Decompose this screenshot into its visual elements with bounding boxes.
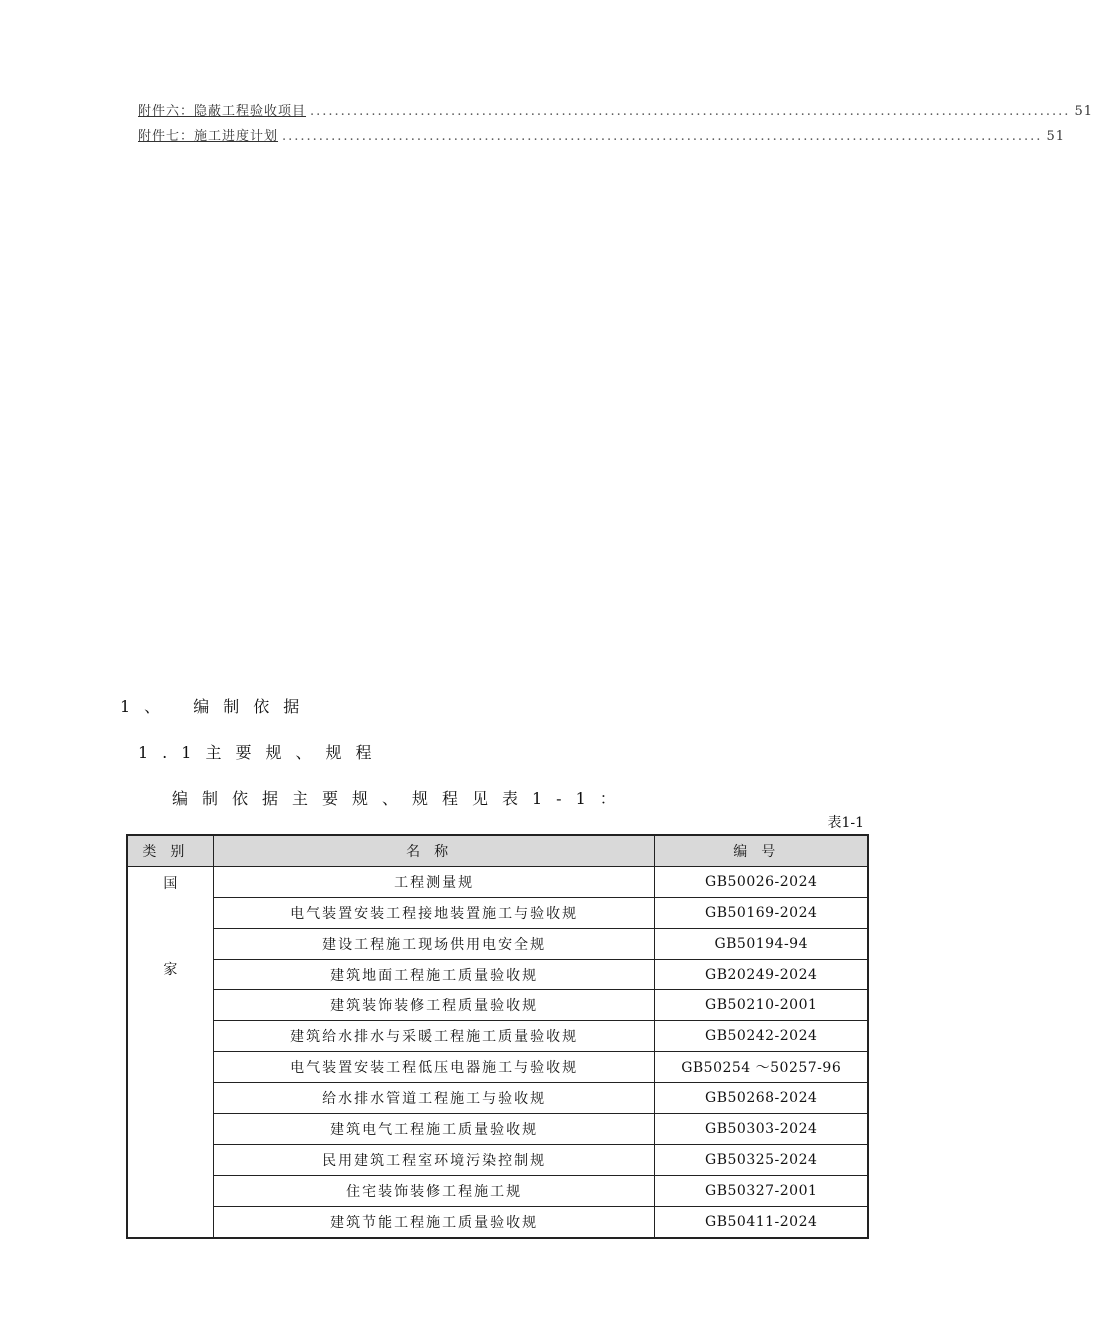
standard-name: 建筑电气工程施工质量验收规 — [213, 1114, 655, 1145]
standard-name: 工程测量规 — [213, 866, 655, 897]
standard-code: GB50327-2001 — [655, 1175, 868, 1206]
standard-name: 民用建筑工程室环境污染控制规 — [213, 1144, 655, 1175]
standard-name: 建筑装饰装修工程质量验收规 — [213, 990, 655, 1021]
table-row — [127, 866, 868, 897]
table-row — [127, 1175, 868, 1206]
toc-entry-page: 51 — [1046, 129, 1065, 144]
standard-code: GB50169-2024 — [655, 897, 868, 928]
table-row — [127, 928, 868, 959]
header-code: 编号 — [655, 835, 868, 866]
toc-entry[interactable] — [138, 102, 1093, 122]
standard-code: GB50303-2024 — [655, 1114, 868, 1145]
category-char: 家 — [163, 961, 178, 978]
table-row — [127, 1144, 868, 1175]
header-category: 类别 — [127, 835, 213, 866]
standard-name: 建筑地面工程施工质量验收规 — [213, 959, 655, 990]
table-row — [127, 1206, 868, 1237]
toc-entry-page: 51 — [1074, 104, 1093, 119]
toc-entry-title[interactable]: 附件六：隐蔽工程验收项目 — [138, 104, 307, 119]
standard-code: GB50254 ～50257-96 — [655, 1052, 868, 1083]
table-row — [127, 1114, 868, 1145]
standard-code: GB50268-2024 — [655, 1083, 868, 1114]
standard-name: 住宅装饰装修工程施工规 — [213, 1175, 655, 1206]
standard-name: 建设工程施工现场供用电安全规 — [213, 928, 655, 959]
table-header-row — [127, 835, 868, 866]
section-heading: 1、 编制依据 — [120, 697, 314, 716]
category-char: 国 — [163, 875, 178, 892]
toc-entry[interactable] — [138, 127, 1065, 147]
standards-table — [126, 834, 869, 1239]
table-row — [127, 1021, 868, 1052]
standard-name: 给水排水管道工程施工与验收规 — [213, 1083, 655, 1114]
standard-code: GB50242-2024 — [655, 1021, 868, 1052]
table-row — [127, 1083, 868, 1114]
table-row — [127, 959, 868, 990]
standard-code: GB20249-2024 — [655, 959, 868, 990]
intro-paragraph: 编制依据主要规、规程见表1-1： — [172, 789, 630, 808]
table-row — [127, 990, 868, 1021]
standard-code: GB50411-2024 — [655, 1206, 868, 1237]
table-caption: 表1-1 — [827, 815, 864, 831]
toc-leader-dots: ............................................................................................................................ — [310, 104, 1071, 119]
standard-code: GB50194-94 — [655, 928, 868, 959]
subsection-heading: 1.1主要规、规程 — [138, 743, 386, 762]
standard-name: 建筑节能工程施工质量验收规 — [213, 1206, 655, 1237]
standard-code: GB50325-2024 — [655, 1144, 868, 1175]
toc-leader-dots: ............................................................................................................................ — [282, 129, 1043, 144]
table-row — [127, 897, 868, 928]
standard-name: 电气装置安装工程接地装置施工与验收规 — [213, 897, 655, 928]
standard-code: GB50210-2001 — [655, 990, 868, 1021]
standard-name: 电气装置安装工程低压电器施工与验收规 — [213, 1052, 655, 1083]
header-name: 名称 — [213, 835, 655, 866]
standard-name: 建筑给水排水与采暖工程施工质量验收规 — [213, 1021, 655, 1052]
toc-entry-title[interactable]: 附件七：施工进度计划 — [138, 129, 279, 144]
standard-code: GB50026-2024 — [655, 866, 868, 897]
category-cell — [127, 866, 213, 1237]
table-row — [127, 1052, 868, 1083]
